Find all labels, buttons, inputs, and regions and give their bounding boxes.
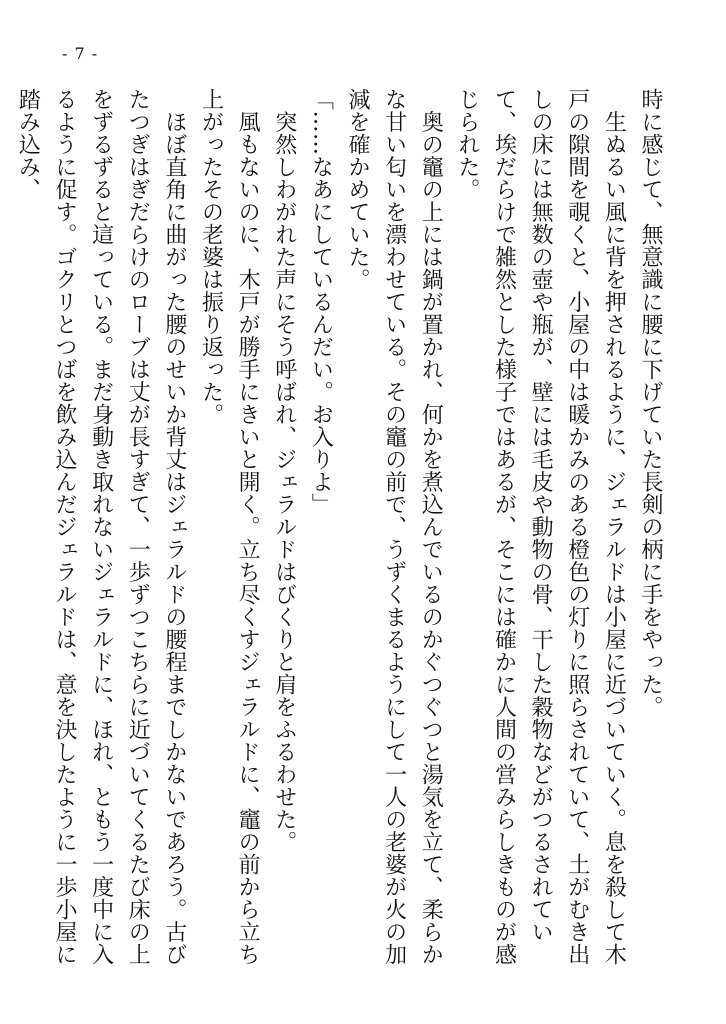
paragraph: 時に感じて、無意識に腰に下げていた長剣の柄に手をやった。 — [638, 88, 663, 718]
paragraph-dialogue: 「……なあにしているんだい。お入りよ」 — [308, 88, 334, 516]
paragraph: 風もないのに、木戸が勝手にきいと開く。立ち尽くすジェラルドに、竈の前から立ち上がったその老婆は振り返った。 — [198, 88, 261, 966]
paragraph: ほぼ直角に曲がった腰のせいか背丈はジェラルドの腰程までしかないであろう。古びたつぎはぎだらけのローブは丈が長すぎて、一歩ずつこちらに近づいてくるたび床の上をずるずると這っている。まだ身動き取れないジェラルドに、ほれ、ともう一度中に入るように促す。ゴクリとつばを飲み込んだジェラルドは、意を決したように一歩小屋に踏み込み、 — [15, 88, 187, 966]
paragraph: 生ぬるい風に背を押されるように、ジェラルドは小屋に近づいていく。息を殺して木戸の隙間を覗くと、小屋の中は暖かみのある橙色の灯りに照らされていて、土がむき出しの床には無数の壺や瓶が、壁には毛皮や動物の骨、干した穀物などがつるされていて、埃だらけで雑然とした様子ではあるが、そこには確かに人間の営みらしきものが感じられた。 — [454, 88, 627, 966]
paragraph: 奥の竈の上には鍋が置かれ、何かを煮込んでいるのかぐつぐつと湯気を立て、柔らかな甘い匂いを漂わせている。その竈の前で、うずくまるようにして一人の老婆が火の加減を確かめていた。 — [345, 88, 444, 966]
page-number: - 7 - — [62, 44, 99, 63]
paragraph: 突然しわがれた声にそう呼ばれ、ジェラルドはびくりと肩をふるわせた。 — [271, 88, 297, 853]
vertical-text-body — [15, 88, 668, 968]
